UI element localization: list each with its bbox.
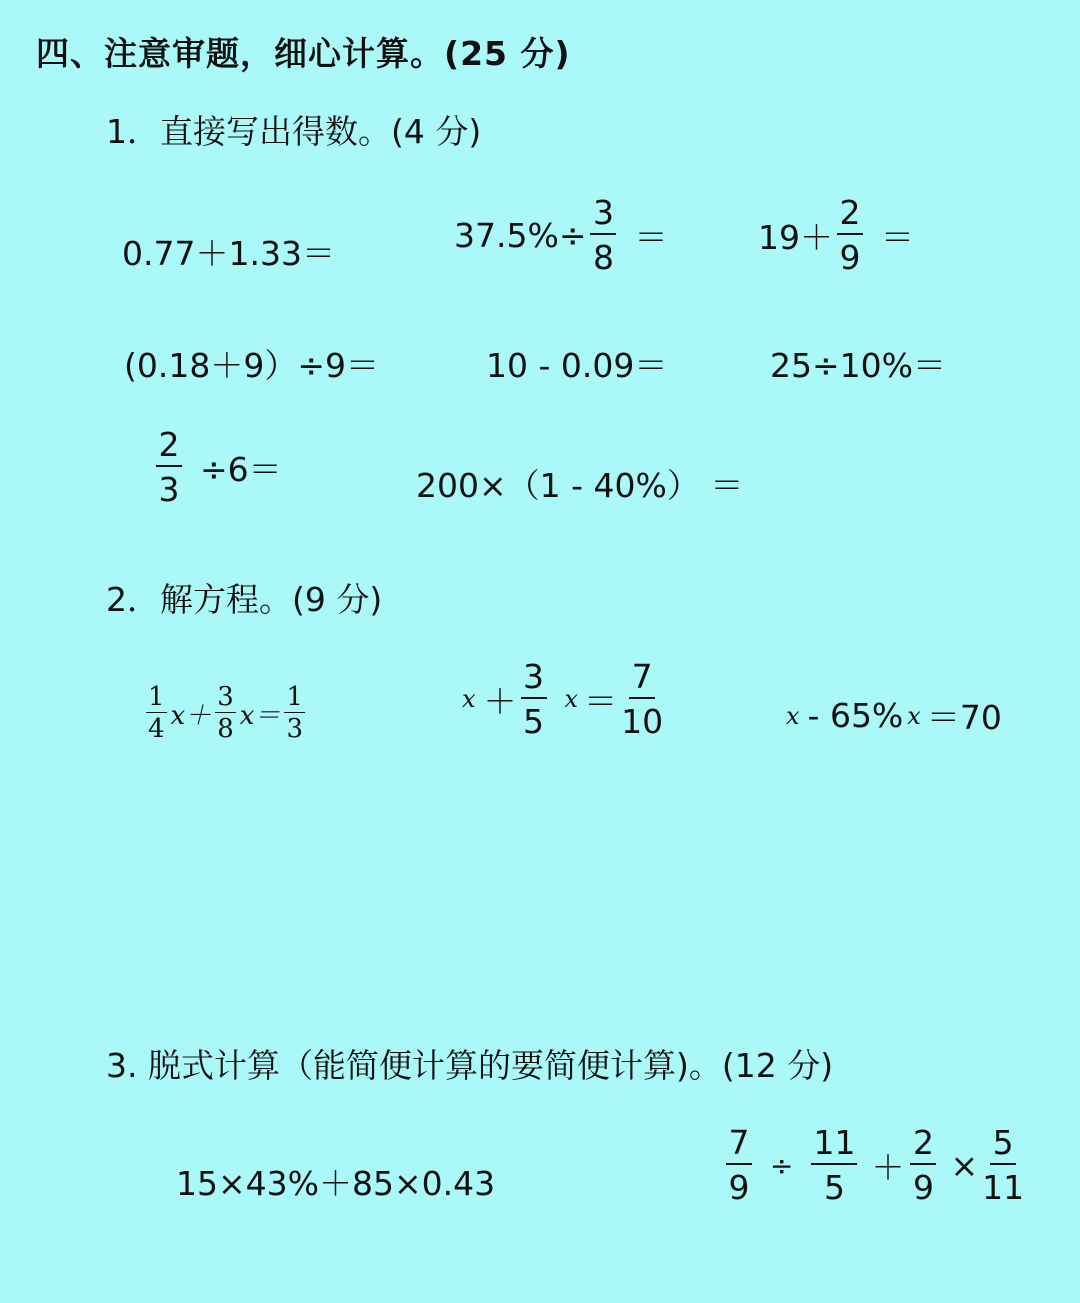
q3-fraction-2 — [811, 1123, 857, 1207]
eq3-middle: - 65% — [807, 696, 904, 735]
q1-expr-1-text: 0.77＋1.33＝ — [122, 234, 335, 273]
q1-expr-4 — [124, 340, 379, 387]
fraction-numerator: 3 — [217, 682, 234, 712]
fraction-numerator: 1 — [286, 682, 303, 712]
q1-expr-2 — [454, 193, 668, 277]
eq1-fraction-3 — [284, 684, 305, 742]
fraction-denominator: 8 — [592, 238, 614, 277]
q3-expr-1-text: 15×43%＋85×0.43 — [176, 1164, 496, 1203]
q3-heading: 3. 脱式计算（能简便计算的要简便计算)。(12 分) — [106, 1046, 834, 1085]
q2-heading: 2．解方程。(9 分) — [106, 580, 383, 619]
q3-fraction-1 — [726, 1123, 752, 1207]
fraction-denominator: 9 — [728, 1168, 750, 1207]
q1-expr-8 — [416, 460, 743, 507]
q3-op-times: × — [950, 1145, 979, 1185]
q3-expr-2 — [722, 1123, 1028, 1207]
fraction-denominator: 11 — [982, 1168, 1025, 1207]
q2-equation-3 — [786, 692, 1002, 739]
q1-heading: 1．直接写出得数。(4 分) — [106, 112, 482, 151]
q2-equation-2 — [462, 657, 667, 741]
eq3-variable-1: x — [786, 701, 800, 730]
eq2-variable-1: x — [462, 685, 476, 713]
q1-expr-8-text: 200×（1 - 40%） ＝ — [416, 466, 744, 505]
eq3-right: ＝70 — [926, 698, 1002, 737]
q1-expr-7-fraction — [156, 425, 182, 509]
q1-expr-7 — [152, 425, 282, 509]
eq1-term-2: x＝ — [239, 700, 281, 731]
eq2-fraction-1 — [521, 657, 547, 741]
fraction-numerator: 2 — [156, 428, 182, 467]
q1-expr-3-left: 19＋ — [758, 217, 833, 257]
eq2-plus: ＋ — [483, 681, 517, 721]
q1-expr-3-fraction — [837, 193, 863, 277]
eq2-variable-2: x — [564, 685, 579, 713]
fraction-numerator: 7 — [629, 660, 655, 699]
q3-fraction-4 — [982, 1123, 1025, 1207]
q1-expr-5-text: 10 - 0.09＝ — [486, 346, 668, 385]
fraction-numerator: 3 — [590, 196, 616, 235]
eq1-fraction-1 — [146, 684, 167, 742]
fraction-numerator: 3 — [521, 660, 547, 699]
q3-op-divide: ÷ — [770, 1148, 794, 1182]
eq2-equals: ＝ — [584, 681, 618, 721]
q3-expr-1 — [176, 1158, 495, 1205]
eq3-variable-2: x — [907, 701, 921, 730]
q1-expr-3-equals: ＝ — [881, 217, 914, 257]
q1-expr-6 — [770, 340, 946, 387]
q1-expr-5 — [486, 340, 667, 387]
fraction-numerator: 7 — [726, 1126, 752, 1165]
fraction-numerator: 5 — [990, 1126, 1016, 1165]
fraction-denominator: 3 — [286, 714, 303, 744]
q3-op-plus: ＋ — [871, 1147, 905, 1187]
fraction-numerator: 11 — [811, 1126, 857, 1165]
q1-expr-3 — [758, 193, 914, 277]
eq1-fraction-2 — [215, 684, 236, 742]
fraction-denominator: 8 — [217, 714, 234, 744]
fraction-denominator: 4 — [148, 714, 165, 744]
q1-expr-2-fraction — [590, 193, 616, 277]
fraction-numerator: 2 — [837, 196, 863, 235]
q2-equation-1 — [142, 684, 309, 742]
q1-expr-6-text: 25÷10%＝ — [770, 346, 946, 385]
section-title: 四、注意审题，细心计算。(25 分) — [36, 34, 571, 73]
q1-expr-2-left: 37.5%÷ — [454, 215, 587, 255]
fraction-denominator: 10 — [621, 702, 664, 741]
fraction-denominator: 9 — [912, 1168, 934, 1207]
eq1-term-1: x＋ — [170, 700, 212, 731]
q1-expr-2-equals: ＝ — [634, 217, 668, 257]
q3-fraction-3 — [910, 1123, 936, 1207]
q1-expr-1 — [122, 228, 335, 275]
fraction-denominator: 9 — [839, 238, 861, 277]
fraction-numerator: 2 — [910, 1126, 936, 1165]
q1-expr-7-right: ÷6＝ — [200, 449, 282, 489]
fraction-denominator: 5 — [523, 702, 545, 741]
fraction-numerator: 1 — [148, 682, 165, 712]
eq2-fraction-2 — [621, 657, 664, 741]
fraction-denominator: 5 — [823, 1168, 845, 1207]
q1-expr-4-text: (0.18＋9）÷9＝ — [124, 346, 379, 385]
fraction-denominator: 3 — [158, 470, 180, 509]
